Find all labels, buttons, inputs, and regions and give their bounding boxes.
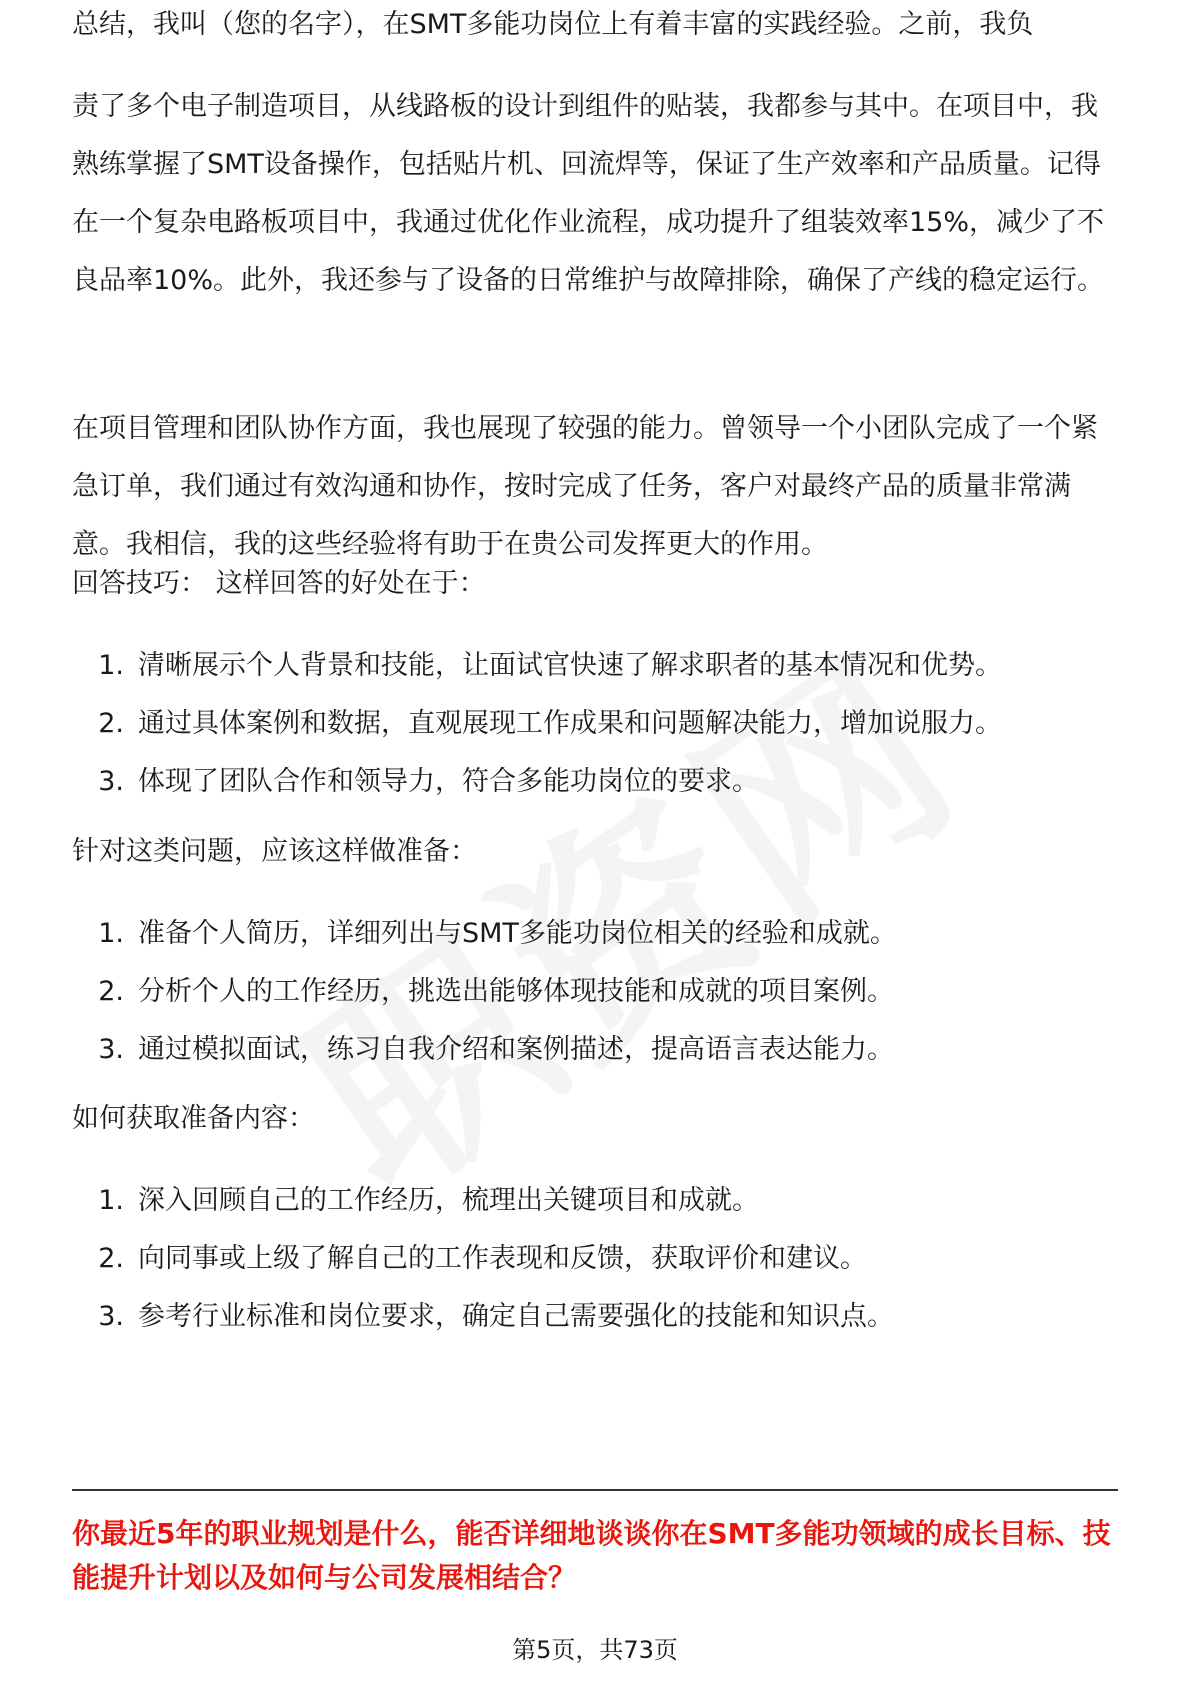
tips-list (72, 646, 1118, 820)
section-divider (72, 1489, 1118, 1491)
prep-label: 针对这类问题，应该这样做准备： (72, 836, 477, 867)
list-item (72, 914, 1118, 972)
list-number: 2. (98, 976, 124, 1007)
list-number: 3. (98, 1301, 124, 1332)
answer-paragraph-2: 在项目管理和团队协作方面，我也展现了较强的能力。曾领导一个小团队完成了一个紧急订单，我们通过有效沟通和协作，按时完成了任务，客户对最终产品的质量非常满意。我相信，我的这些经验将有助于在贵公司发挥更大的作用。 (72, 413, 1098, 560)
page-number: 第5页，共73页 (512, 1636, 678, 1664)
list-item (72, 646, 1118, 704)
cutoff-line (72, 9, 1118, 68)
list-number: 3. (98, 766, 124, 797)
list-number: 1. (98, 918, 124, 949)
list-item (72, 1181, 1118, 1239)
answer-paragraph-1: 责了多个电子制造项目，从线路板的设计到组件的贴装，我都参与其中。在项目中，我熟练掌握了SMT设备操作，包括贴片机、回流焊等，保证了生产效率和产品质量。记得在一个复杂电路板项目中，我通过优化作业流程，成功提升了组装效率15%，减少了不良品率10%。此外，我还参与了设备的日常维护与故障排除，确保了产线的稳定运行。 (72, 91, 1105, 296)
list-item (72, 762, 1118, 820)
list-text: 体现了团队合作和领导力，符合多能功岗位的要求。 (138, 766, 759, 797)
list-number: 3. (98, 1034, 124, 1065)
list-item (72, 1239, 1118, 1297)
list-item (72, 972, 1118, 1030)
list-item (72, 1030, 1118, 1088)
list-text: 分析个人的工作经历，挑选出能够体现技能和成就的项目案例。 (138, 976, 894, 1007)
tips-label: 回答技巧： 这样回答的好处在于： (72, 568, 486, 599)
prep-list (72, 914, 1118, 1088)
list-item (72, 704, 1118, 762)
list-item (72, 1297, 1118, 1355)
list-text: 清晰展示个人背景和技能，让面试官快速了解求职者的基本情况和优势。 (138, 650, 1002, 681)
list-number: 1. (98, 650, 124, 681)
list-number: 2. (98, 708, 124, 739)
list-number: 1. (98, 1185, 124, 1216)
list-text: 参考行业标准和岗位要求，确定自己需要强化的技能和知识点。 (138, 1301, 894, 1332)
list-text: 通过具体案例和数据，直观展现工作成果和问题解决能力，增加说服力。 (138, 708, 1002, 739)
list-number: 2. (98, 1243, 124, 1274)
obtain-label: 如何获取准备内容： (72, 1103, 315, 1134)
cutoff-text: 总结，我叫（您的名字），在SMT多能功岗位上有着丰富的实践经验。之前，我负 (72, 9, 1034, 40)
list-text: 通过模拟面试，练习自我介绍和案例描述，提高语言表达能力。 (138, 1034, 894, 1065)
list-text: 向同事或上级了解自己的工作表现和反馈，获取评价和建议。 (138, 1243, 867, 1274)
obtain-list (72, 1181, 1118, 1355)
next-question-heading: 你最近5年的职业规划是什么，能否详细地谈谈你在SMT多能功领域的成长目标、技能提升计划以及如何与公司发展相结合？ (72, 1517, 1111, 1594)
list-text: 准备个人简历，详细列出与SMT多能功岗位相关的经验和成就。 (138, 918, 897, 949)
list-text: 深入回顾自己的工作经历，梳理出关键项目和成就。 (138, 1185, 759, 1216)
